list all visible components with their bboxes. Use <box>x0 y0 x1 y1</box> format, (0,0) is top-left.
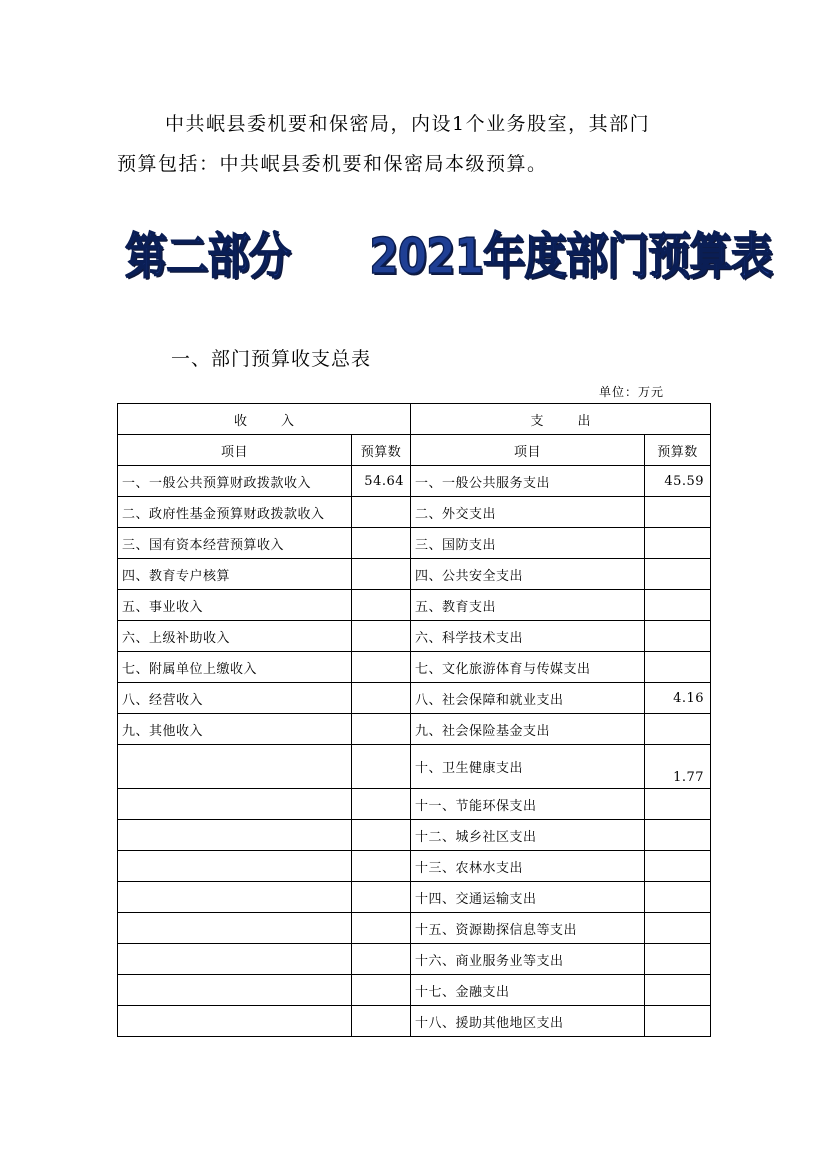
expense-amount-cell <box>645 652 711 683</box>
income-amount-cell <box>352 497 411 528</box>
income-amount-cell <box>352 975 411 1006</box>
section-title: 一、部门预算收支总表 <box>171 348 372 370</box>
table-row <box>118 913 711 944</box>
expense-item-cell: 十七、金融支出 <box>411 975 645 1006</box>
table-row <box>118 652 711 683</box>
expense-amount-cell <box>645 944 711 975</box>
expense-item-cell: 十一、节能环保支出 <box>411 789 645 820</box>
table-row <box>118 851 711 882</box>
expense-amount-cell <box>645 559 711 590</box>
expense-item-cell: 十二、城乡社区支出 <box>411 820 645 851</box>
income-amount-cell <box>352 851 411 882</box>
expense-item-cell: 九、社会保险基金支出 <box>411 714 645 745</box>
income-item-cell: 五、事业收入 <box>118 590 352 621</box>
expense-amount-cell <box>645 975 711 1006</box>
income-item-cell <box>118 975 352 1006</box>
expense-amount-cell <box>645 1006 711 1037</box>
table-row <box>118 975 711 1006</box>
table-column-header-row <box>118 435 711 466</box>
income-item-cell: 六、上级补助收入 <box>118 621 352 652</box>
table-row <box>118 497 711 528</box>
income-amount-cell <box>352 882 411 913</box>
table-row <box>118 789 711 820</box>
expense-header: 支出 <box>411 404 711 435</box>
budget-summary-table <box>117 403 711 1037</box>
income-item-cell: 三、国有资本经营预算收入 <box>118 528 352 559</box>
income-item-cell <box>118 745 352 789</box>
table-row <box>118 820 711 851</box>
table-group-header-row <box>118 404 711 435</box>
expense-item-cell: 十四、交通运输支出 <box>411 882 645 913</box>
income-item-cell <box>118 820 352 851</box>
table-row <box>118 528 711 559</box>
expense-item-cell: 八、社会保障和就业支出 <box>411 683 645 714</box>
income-item-cell <box>118 789 352 820</box>
income-item-header: 项目 <box>118 435 352 466</box>
income-item-cell: 一、一般公共预算财政拨款收入 <box>118 466 352 497</box>
income-item-cell: 七、附属单位上缴收入 <box>118 652 352 683</box>
expense-amount-cell <box>645 789 711 820</box>
intro-paragraph <box>117 104 707 184</box>
expense-amount-cell <box>645 497 711 528</box>
income-header: 收入 <box>118 404 411 435</box>
income-item-cell <box>118 882 352 913</box>
table-row <box>118 466 711 497</box>
income-item-cell: 二、政府性基金预算财政拨款收入 <box>118 497 352 528</box>
income-amount-cell <box>352 683 411 714</box>
income-item-cell: 四、教育专户核算 <box>118 559 352 590</box>
expense-amount-cell <box>645 621 711 652</box>
table-row <box>118 559 711 590</box>
expense-item-cell: 十、卫生健康支出 <box>411 745 645 789</box>
income-amount-cell <box>352 913 411 944</box>
expense-item-cell: 七、文化旅游体育与传媒支出 <box>411 652 645 683</box>
expense-item-cell: 十五、资源勘探信息等支出 <box>411 913 645 944</box>
income-amount-cell <box>352 621 411 652</box>
expense-amount-cell <box>645 820 711 851</box>
part-title <box>125 222 773 292</box>
income-amount-cell <box>352 528 411 559</box>
expense-item-cell: 五、教育支出 <box>411 590 645 621</box>
income-item-cell <box>118 944 352 975</box>
income-item-cell: 九、其他收入 <box>118 714 352 745</box>
income-amount-header: 预算数 <box>352 435 411 466</box>
income-amount-cell <box>352 789 411 820</box>
expense-item-cell: 三、国防支出 <box>411 528 645 559</box>
income-item-cell <box>118 913 352 944</box>
income-amount-cell <box>352 559 411 590</box>
income-amount-cell <box>352 745 411 789</box>
income-amount-cell <box>352 1006 411 1037</box>
expense-item-cell: 二、外交支出 <box>411 497 645 528</box>
income-amount-cell <box>352 590 411 621</box>
expense-amount-cell: 45.59 <box>645 466 711 497</box>
expense-item-cell: 十八、援助其他地区支出 <box>411 1006 645 1037</box>
table-row <box>118 1006 711 1037</box>
expense-item-cell: 十三、农林水支出 <box>411 851 645 882</box>
expense-item-cell: 六、科学技术支出 <box>411 621 645 652</box>
expense-item-cell: 四、公共安全支出 <box>411 559 645 590</box>
expense-amount-cell <box>645 714 711 745</box>
income-item-cell: 八、经营收入 <box>118 683 352 714</box>
expense-amount-cell: 1.77 <box>645 745 711 789</box>
table-row <box>118 745 711 789</box>
income-amount-cell <box>352 944 411 975</box>
expense-amount-cell <box>645 882 711 913</box>
income-amount-cell <box>352 820 411 851</box>
part-heading: 2021年度部门预算表 <box>369 228 773 285</box>
expense-item-header: 项目 <box>411 435 645 466</box>
table-row <box>118 944 711 975</box>
expense-amount-cell <box>645 528 711 559</box>
table-row <box>118 621 711 652</box>
expense-amount-cell <box>645 851 711 882</box>
expense-amount-cell <box>645 913 711 944</box>
expense-item-cell: 十六、商业服务业等支出 <box>411 944 645 975</box>
unit-label: 单位：万元 <box>599 385 665 399</box>
intro-line-2: 预算包括：中共岷县委机要和保密局本级预算。 <box>117 153 548 175</box>
income-item-cell <box>118 851 352 882</box>
table-row <box>118 590 711 621</box>
part-label: 第二部分 <box>125 228 291 285</box>
income-amount-cell <box>352 652 411 683</box>
expense-item-cell: 一、一般公共服务支出 <box>411 466 645 497</box>
table-row <box>118 683 711 714</box>
intro-line-1: 中共岷县委机要和保密局，内设1个业务股室，其部门 <box>165 113 651 135</box>
table-row <box>118 714 711 745</box>
income-amount-cell: 54.64 <box>352 466 411 497</box>
expense-amount-header: 预算数 <box>645 435 711 466</box>
expense-amount-cell <box>645 590 711 621</box>
income-item-cell <box>118 1006 352 1037</box>
table-row <box>118 882 711 913</box>
expense-amount-cell: 4.16 <box>645 683 711 714</box>
income-amount-cell <box>352 714 411 745</box>
